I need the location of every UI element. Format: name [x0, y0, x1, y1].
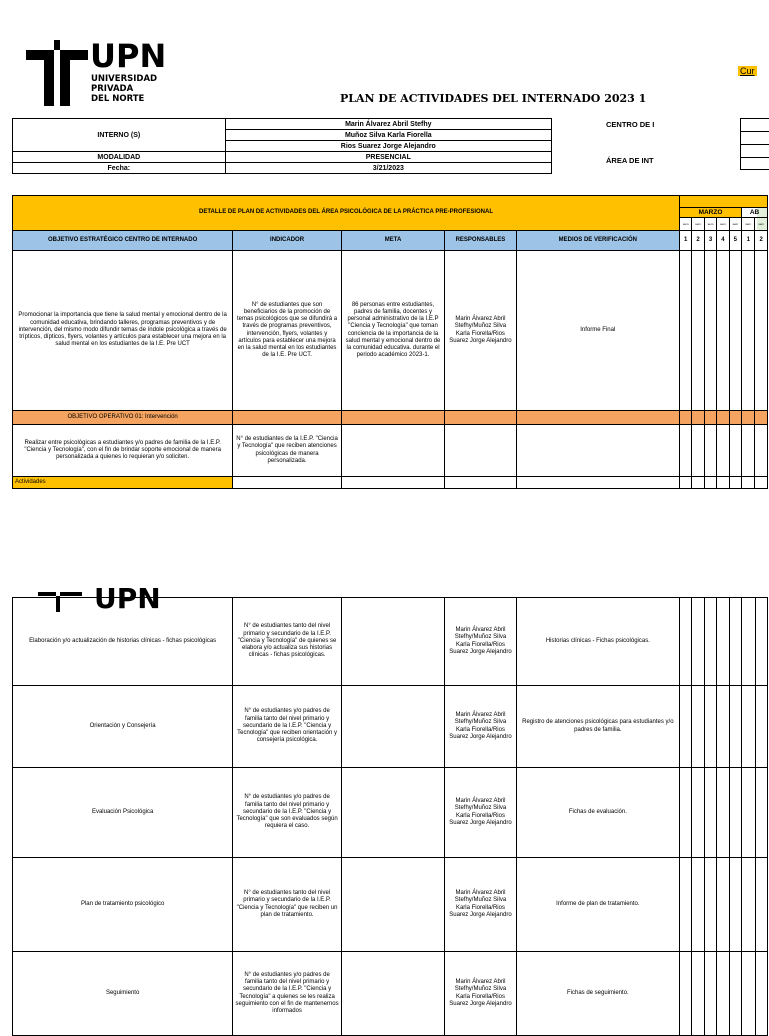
sem-label: sem [755, 218, 768, 231]
logo-line-2: PRIVADA [91, 84, 134, 94]
activity-responsables: Marin Álvarez Abril Stefhy/Muñoz Silva Karla Fiorella/Rios Suarez Jorge Alejandro [445, 768, 516, 858]
activities-table [12, 597, 768, 1036]
activity-responsables: Marin Álvarez Abril Stefhy/Muñoz Silva Karla Fiorella/Rios Suarez Jorge Alejandro [445, 952, 516, 1036]
activity-name: Orientación y Consejería [13, 686, 233, 768]
table-row [13, 768, 768, 858]
activity-medios: Historias clínicas - Fichas psicológicas. [516, 598, 679, 686]
intern-name-3: Rios Suarez Jorge Alejandro [225, 141, 551, 152]
sem-label: sem [679, 218, 691, 231]
logo-subtitle [91, 74, 157, 104]
sem-label: sem [704, 218, 716, 231]
logo-line-3: DEL NORTE [91, 94, 145, 104]
activity-indicador: N° de estudiantes y/o padres de familia tanto del nivel primario y secundario de la I.E.P. "Ciencia y Tecnología" que son evaluados según requiera el caso. [233, 768, 342, 858]
centro-box [740, 118, 769, 170]
sem-label: sem [742, 218, 755, 231]
fecha-label: Fecha: [13, 163, 226, 174]
logo-name: UPN [90, 37, 167, 75]
interno-label: INTERNO (S) [13, 119, 226, 152]
detail-table [12, 195, 768, 489]
table-row [13, 952, 768, 1036]
upn-logo [24, 37, 184, 110]
actividades-label: Actividades [13, 477, 233, 489]
activity-indicador: N° de estudiantes y/o padres de familia tanto del nivel primario y secundario de la I.E.P. "Ciencia y Tecnología" que reciben orientación y consejería psicológica. [233, 686, 342, 768]
week-number: 4 [717, 231, 729, 251]
activity-medios: Registro de atenciones psicológicas para estudiantes y/o padres de familia. [516, 686, 679, 768]
row1-responsables: Marin Álvarez Abril Stefhy/Muñoz Silva Karla Fiorella/Rios Suarez Jorge Alejandro [445, 251, 516, 411]
row1-objetivo: Promocionar la importancia que tiene la salud mental y emocional dentro de la comunidad educativa, brindando talleres, programas preventivos y de intervención, del mismo modo difundir temas de índole psicológica a través de trípticos, dípticos, flyers, volantes y artículos para establecer una mejora en la salud mental en los estudiantes de la I.E. Pre UCT [13, 251, 233, 411]
activity-name: Seguimiento [13, 952, 233, 1036]
week-number: 1 [679, 231, 691, 251]
activity-name: Plan de tratamiento psicológico [13, 858, 233, 952]
intern-name-1: Marin Álvarez Abril Stefhy [225, 119, 551, 130]
week-number: 2 [755, 231, 768, 251]
activity-name: Elaboración y/o actualización de historias clínicas - fichas psicológicas [13, 598, 233, 686]
row1-indicador: N° de estudiantes que son beneficiarios de la promoción de temas psicológicos que se difundirá a través de programas preventivos, intervención, flyers, volantes y artículos para establecer una mejora en la salud mental en los estudiantes de la I.E. Pre UCT. [233, 251, 342, 411]
sem-label: sem [717, 218, 729, 231]
month-abril: AB [742, 208, 768, 218]
header-meta: META [341, 231, 444, 251]
header-medios: MEDIOS DE VERIFICACIÓN [516, 231, 679, 251]
svg-text:UPN: UPN [94, 582, 161, 615]
detail-title: DETALLE DE PLAN DE ACTIVIDADES DEL ÁREA PSICOLÓGICA DE LA PRÁCTICA PRE-PROFESIONAL [13, 196, 680, 231]
week-number: 3 [704, 231, 716, 251]
header-objetivo: OBJETIVO ESTRATÉGICO CENTRO DE INTERNADO [13, 231, 233, 251]
row2-objetivo: Realizar entre psicológicas a estudiantes y/o padres de familia de la I.E.P. "Ciencia y Tecnología", con el fin de brindar soporte emocional de manera personalizada a quienes lo requieran y/o soliciten. [13, 425, 233, 477]
activity-responsables: Marin Álvarez Abril Stefhy/Muñoz Silva Karla Fiorella/Rios Suarez Jorge Alejandro [445, 686, 516, 768]
intern-name-2: Muñoz Silva Karla Fiorella [225, 130, 551, 141]
week-number: 2 [692, 231, 704, 251]
page2-logo [36, 582, 166, 615]
activity-medios: Fichas de seguimiento. [516, 952, 679, 1036]
activity-medios: Informe de plan de tratamiento. [516, 858, 679, 952]
activity-indicador: N° de estudiantes tanto del nivel primario y secundario de la I.E.P. "Ciencia y Tecnología" de quienes se elabora y/o actualiza sus historias clínicas - fichas psicológicas. [233, 598, 342, 686]
month-bar [679, 196, 767, 208]
modalidad-label: MODALIDAD [13, 152, 226, 163]
sem-label: sem [692, 218, 704, 231]
logo-line-1: UNIVERSIDAD [91, 74, 158, 84]
row1-medios: Informe Final [516, 251, 679, 411]
page-title: PLAN DE ACTIVIDADES DEL INTERNADO 2023 1 [340, 92, 647, 105]
info-table [12, 118, 552, 174]
sem-label: sem [729, 218, 741, 231]
row1-meta: 86 personas entre estudiantes, padres de familia, docentes y personal administrativo de la I.E.P "Ciencia y Tecnología" que toman conciencia de la importancia de la salud mental y emocional dentro de la comunidad educativa. durante el periodo académico 2023-1. [341, 251, 444, 411]
activity-name: Evaluación Psicológica [13, 768, 233, 858]
week-number: 1 [742, 231, 755, 251]
modalidad-value: PRESENCIAL [225, 152, 551, 163]
activity-responsables: Marin Álvarez Abril Stefhy/Muñoz Silva Karla Fiorella/Rios Suarez Jorge Alejandro [445, 598, 516, 686]
week-number: 5 [729, 231, 741, 251]
activity-indicador: N° de estudiantes y/o padres de familia tanto del nivel primario y secundario de la I.E.P. "Ciencia y Tecnología" a quienes se les realiza seguimiento con el fin de mantenernos informados [233, 952, 342, 1036]
centro-label: CENTRO DE I [606, 120, 655, 129]
header-responsables: RESPONSABLES [445, 231, 516, 251]
corner-link[interactable]: Cur [740, 66, 755, 76]
month-marzo: MARZO [679, 208, 741, 218]
table-row [13, 858, 768, 952]
activity-indicador: N° de estudiantes tanto del nivel primario y secundario de la I.E.P. "Ciencia y Tecnología" que reciben un plan de tratamiento. [233, 858, 342, 952]
header-indicador: INDICADOR [233, 231, 342, 251]
area-label: ÁREA DE INT [606, 156, 654, 165]
objetivo-operativo: OBJETIVO OPERATIVO 01: Intervención [13, 411, 233, 425]
upn-logo-icon [24, 40, 90, 106]
table-row [13, 598, 768, 686]
activity-medios: Fichas de evaluación. [516, 768, 679, 858]
table-row [13, 686, 768, 768]
fecha-value: 3/21/2023 [225, 163, 551, 174]
row2-indicador: N° de estudiantes de la I.E.P. "Ciencia y Tecnología" que reciben atenciones psicológicas de manera personalizada. [233, 425, 342, 477]
activity-responsables: Marin Álvarez Abril Stefhy/Muñoz Silva Karla Fiorella/Rios Suarez Jorge Alejandro [445, 858, 516, 952]
